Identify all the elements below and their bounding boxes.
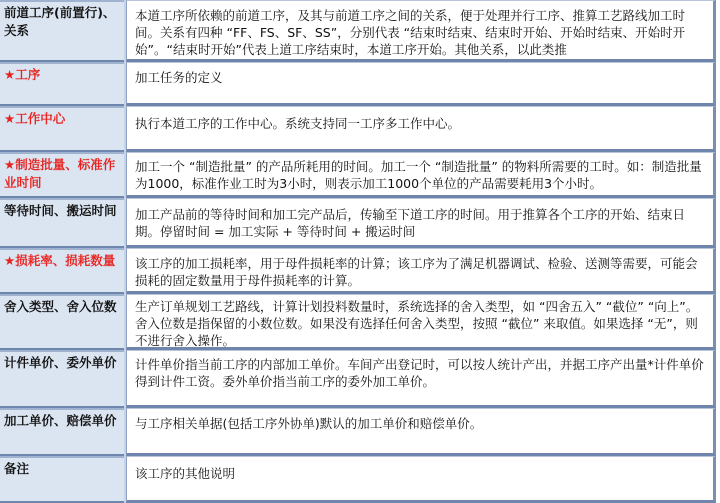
table-row [0,294,720,350]
table-row [0,0,720,62]
row-description: 加工产品前的等待时间和加工完产品后，传输至下道工序的时间。用于推算各个工序的开始、结束日期。停留时间 = 加工实际 + 等待时间 + 搬运时间 [126,198,716,248]
row-label: ★工序 [0,62,124,106]
row-description: 计件单价指当前工序的内部加工单价。车间产出登记时，可以按人统计产出，并据工序产出量*计件单价得到计件工资。委外单价指当前工序的委外加工单价。 [126,350,716,408]
row-label: 前道工序(前置行)、关系 [0,0,124,62]
row-description: 本道工序所依赖的前道工序，及其与前道工序之间的关系，便于处理并行工序、推算工艺路线加工时间。关系有四种 “FF、FS、SF、SS”，分别代表 “结束时结束、结束时开始、开始时结束、开始时开始”。“结束时开始”代表上道工序结束时，本道工序开始。其他关系，以此类推 [126,0,716,62]
table-row [0,248,720,294]
table-row [0,350,720,408]
row-description: 加工一个 “制造批量” 的产品所耗用的时间。加工一个 “制造批量” 的物料所需要的工时。如：制造批量为1000，标准作业工时为3小时，则表示加工1000个单位的产品需要耗用3个小时。 [126,152,716,198]
row-description: 执行本道工序的工作中心。系统支持同一工序多工作中心。 [126,106,716,152]
row-label: 备注 [0,456,124,503]
table-row [0,106,720,152]
row-label: ★制造批量、标准作业时间 [0,152,124,198]
table-row [0,62,720,106]
row-description: 与工序相关单据(包括工序外协单)默认的加工单价和赔偿单价。 [126,408,716,456]
row-description: 该工序的加工损耗率，用于母件损耗率的计算；该工序为了满足机器调试、检验、送测等需要，可能会损耗的固定数量用于母件损耗率的计算。 [126,248,716,294]
row-label: 加工单价、赔偿单价 [0,408,124,456]
row-label: 舍入类型、舍入位数 [0,294,124,350]
row-description: 生产订单规划工艺路线，计算计划投料数量时，系统选择的舍入类型，如 “四舍五入” “截位” “向上”。舍入位数是指保留的小数位数。如果没有选择任何舍入类型，按照 “截位” 来取值。如果选择 “无”，则不进行舍入操作。 [126,294,716,350]
table-row [0,152,720,198]
row-label: 等待时间、搬运时间 [0,198,124,248]
row-description: 加工任务的定义 [126,62,716,106]
row-label: ★损耗率、损耗数量 [0,248,124,294]
table-row [0,198,720,248]
table-row [0,408,720,456]
row-label: 计件单价、委外单价 [0,350,124,408]
row-description: 该工序的其他说明 [126,456,716,503]
table-row [0,456,720,503]
row-label: ★工作中心 [0,106,124,152]
